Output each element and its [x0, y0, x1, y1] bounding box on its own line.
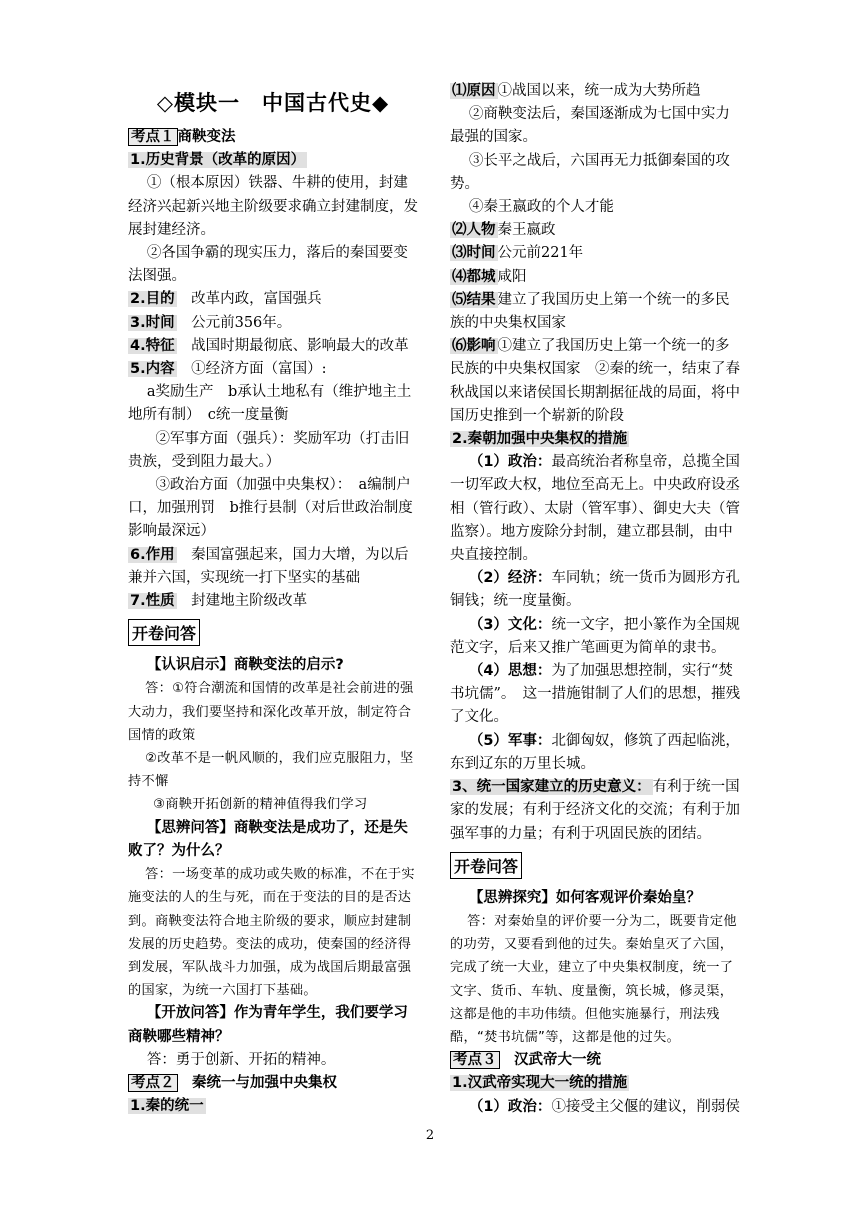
capital-label: ⑷都城 [452, 268, 496, 285]
measure-4-text: 为了加强思想控制，实行“焚书坑儒”。 这一措施钳制了人们的思想，摧残了文化。 [450, 663, 741, 726]
result-label: ⑸结果 [452, 291, 496, 308]
topic-2-tag: 考点２ [128, 1074, 178, 1092]
han-measure-1-text: ①接受主父偃的建议，削弱侯 [551, 1098, 740, 1115]
content-item-3: ③政治方面（加强中央集权）： a编制户口，加强刑罚 b推行县制（对后世政治制度影响最深远） [128, 477, 413, 540]
q3-tag: 【开放问答】 [146, 1005, 234, 1022]
impact-text: ①建立了我国历史上第一个统一的多民族的中央集权国家 ②秦的统一，结束了春秋战国以来诸侯国长期割据征战的局面，将中国历史推到一个崭新的阶段 [450, 338, 740, 424]
left-column [128, 126, 418, 1118]
result-text: 建立了我国历史上第一个统一的多民族的中央集权国家 [450, 291, 730, 332]
goal-text: 改革内政，富国强兵 [191, 291, 322, 308]
impact-label: ⑹影响 [452, 338, 496, 355]
q1-text: 商鞅变法的启示? [233, 657, 344, 674]
answer-4: 答：对秦始皇的评价要一分为二，既要肯定他的功劳，又要看到他的过失。秦始皇灭了六国，完成了统一大业，建立了中央集权制度，统一了文字、货币、车轨、度量衡，筑长城，修灵渠，这都是他的丰功伟绩。但他实施暴行，刑法残酷，“焚书坑儒”等，这都是他的过失。 [450, 913, 737, 1045]
measure-3-label: （3）文化： [468, 616, 552, 633]
q2-tag: 【思辨问答】 [146, 819, 234, 836]
significance-label: 3、统一国家建立的历史意义： [452, 779, 651, 796]
unify-time-label: ⑶时间 [452, 245, 496, 262]
q1-tag: 【认识启示】 [146, 657, 234, 674]
background-item-1: ①（根本原因）铁器、牛耕的使用，封建经济兴起新兴地主阶级要求确立封建制度，发展封建经济。 [128, 175, 418, 238]
person-text: 秦王嬴政 [497, 222, 556, 239]
open-book-qa-label-2: 开卷问答 [450, 852, 522, 879]
measure-1-text: 最高统治者称皇帝，总揽全国一切军政大权，地位至高无上。中央政府设丞相（管行政）、太尉（管军事）、御史大夫（管监察）。地方废除分封制，建立郡县制，由中央直接控制。 [450, 454, 740, 564]
nature-label: 7.性质 [130, 593, 175, 610]
measures-heading: 2.秦朝加强中央集权的措施 [452, 431, 628, 448]
reason-item-4: ④秦王嬴政的个人才能 [468, 199, 614, 216]
person-label: ⑵人物 [452, 222, 496, 239]
page-title: ◇模块一 中国古代史◆ [156, 91, 390, 115]
q2-text: 商鞅变法是成功了，还是失败了？为什么？ [128, 819, 408, 859]
qin-unification-heading: 1.秦的统一 [130, 1098, 204, 1115]
reason-label: ⑴原因 [452, 83, 496, 99]
background-heading: 1.历史背景（改革的原因） [130, 152, 306, 169]
topic-1-tag: 考点１ [128, 128, 178, 146]
content-item-1: ①经济方面（富国）: [191, 361, 327, 378]
q4-tag: 【思辨探究】 [468, 889, 556, 906]
answer-3: 答：勇于创新、开拓的精神。 [146, 1051, 336, 1068]
answer-2: 答：一场变革的成功或失败的标准，不在于实施变法的人的生与死，而在于变法的目的是否达到。商鞅变法符合地主阶级的要求，顺应封建制发展的历史趋势。变法的成功，使秦国的经济得到发展，军队战斗力加强，成为战国后期最富强的国家，为统一六国打下基础。 [128, 867, 415, 999]
goal-label: 2.目的 [130, 291, 175, 308]
q3-text: 作为青年学生，我们要学习商鞅哪些精神？ [128, 1005, 408, 1045]
reason-item-1: ①战国以来，统一成为大势所趋 [497, 83, 701, 99]
measure-4-label: （4）思想： [468, 663, 552, 680]
measure-5-label: （5）军事： [468, 732, 552, 749]
capital-text: 咸阳 [497, 268, 527, 285]
measure-3-text: 统一文字，把小篆作为全国规范文字，后来又推广笔画更为简单的隶书。 [450, 616, 740, 656]
feature-label: 4.特征 [130, 337, 175, 354]
feature-text: 战国时期最彻底、影响最大的改革 [191, 337, 409, 354]
topic-3-title: 汉武帝大一统 [514, 1052, 601, 1069]
unify-time-text: 公元前221年 [497, 245, 584, 262]
answer-1-part-1: 答：①符合潮流和国情的改革是社会前进的强大动力，我们要坚持和深化改革开放，制定符合国情的政策 [128, 681, 414, 743]
topic-3-tag: 考点３ [450, 1051, 500, 1069]
answer-1-part-2: ②改革不是一帆风顺的，我们应克服阻力，坚持不懈 [128, 751, 414, 790]
han-measure-1-label: （1）政治： [468, 1098, 552, 1115]
reason-item-2: ②商鞅变法后，秦国逐渐成为七国中实力最强的国家。 [450, 106, 730, 146]
open-book-qa-label: 开卷问答 [128, 619, 200, 646]
effect-text: 秦国富强起来，国力大增，为以后兼并六国，实现统一打下坚实的基础 [128, 546, 409, 586]
right-column [450, 80, 742, 1119]
q4-text: 如何客观评价秦始皇？ [555, 889, 701, 906]
measure-5-text: 北御匈奴，修筑了西起临洮，东到辽东的万里长城。 [450, 732, 740, 772]
reason-item-3: ③长平之战后，六国再无力抵御秦国的攻势。 [450, 152, 730, 192]
content-item-1a: a奖励生产 b承认土地私有（维护地主土地所有制） c统一度量衡 [128, 384, 412, 424]
background-item-2: ②各国争霸的现实压力，落后的秦国要变法图强。 [128, 245, 408, 285]
nature-text: 封建地主阶级改革 [191, 593, 308, 610]
content-item-2: ②军事方面（强兵）：奖励军功（打击旧贵族，受到阻力最大。） [128, 430, 410, 470]
time-text: 公元前356年。 [191, 314, 292, 331]
significance-text: 有利于统一国家的发展；有利于经济文化的交流；有利于加强军事的力量；有利于巩固民族的团结。 [450, 779, 740, 842]
content-label: 5.内容 [130, 361, 175, 378]
measure-2-text: 车同轨；统一货币为圆形方孔铜钱；统一度量衡。 [450, 570, 740, 610]
topic-1-title: 商鞅变法 [177, 129, 236, 145]
answer-1-part-3: ③商鞅开拓创新的精神值得我们学习 [153, 797, 368, 813]
measure-1-label: （1）政治： [468, 454, 552, 471]
topic-2-title: 秦统一与加强中央集权 [192, 1074, 337, 1091]
measure-2-label: （2）经济： [468, 570, 552, 587]
effect-label: 6.作用 [130, 546, 175, 563]
time-label: 3.时间 [130, 314, 175, 331]
page-number: 2 [425, 1128, 435, 1143]
han-measures-heading: 1.汉武帝实现大一统的措施 [452, 1075, 628, 1092]
